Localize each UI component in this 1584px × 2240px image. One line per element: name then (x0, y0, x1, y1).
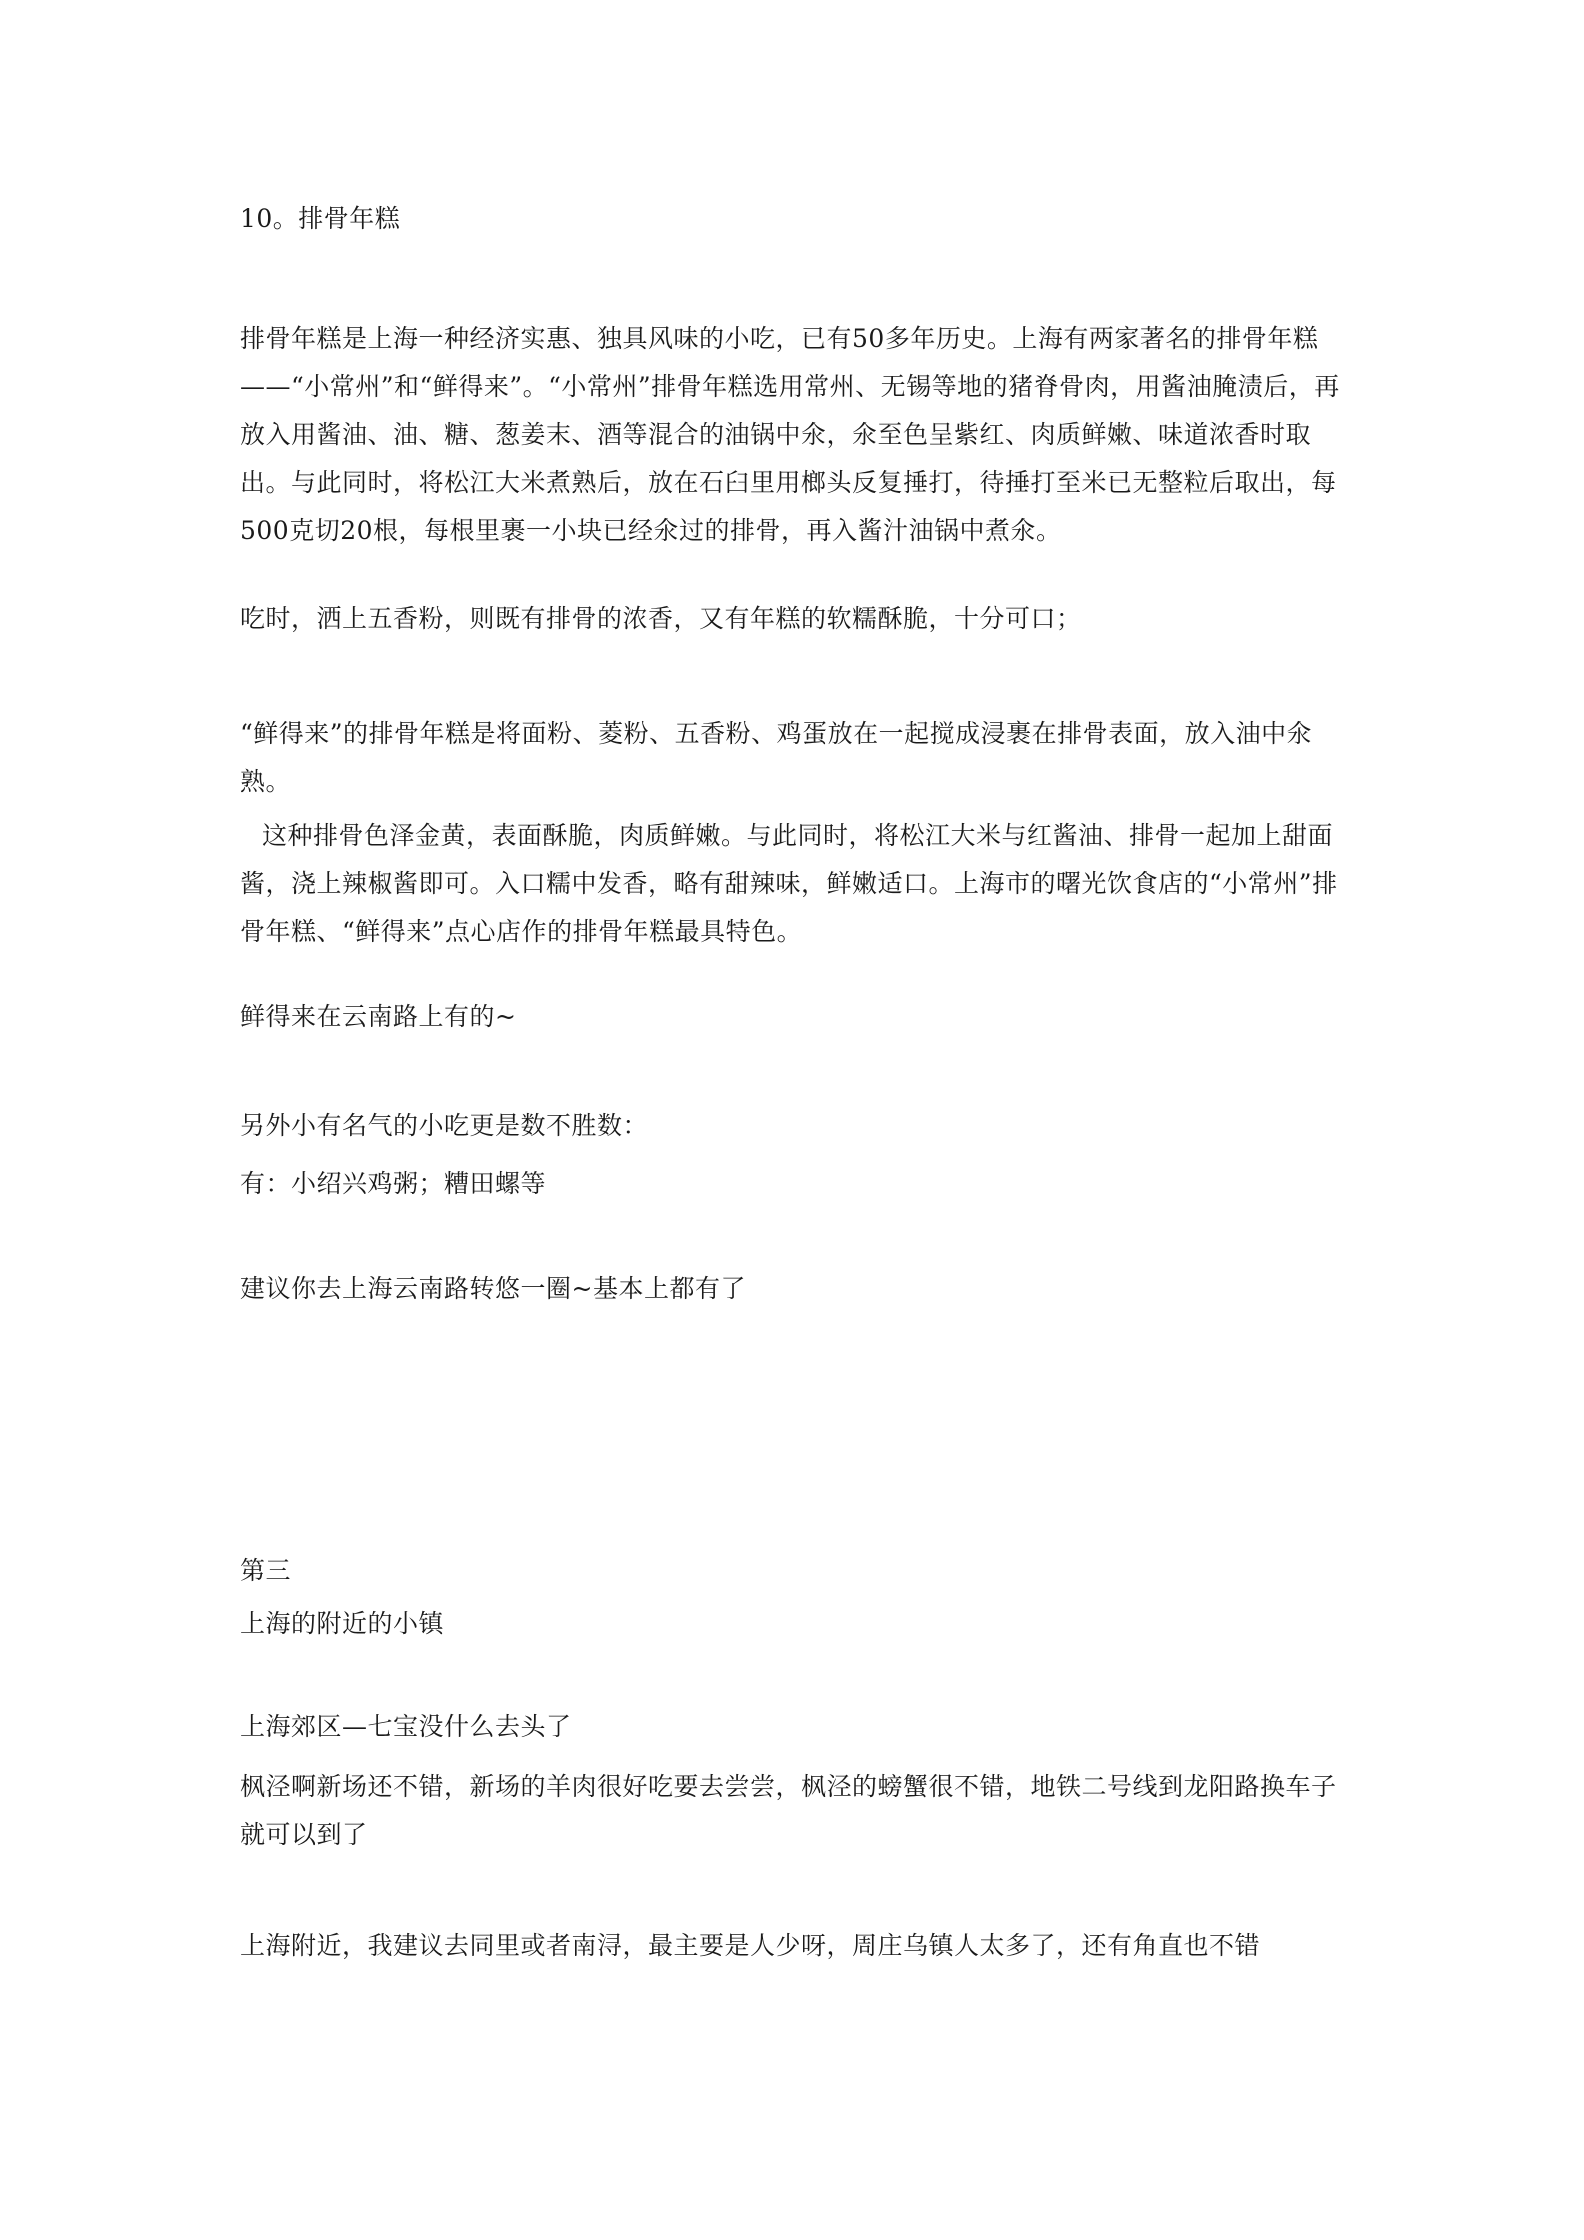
paragraph-yunnan-road: 鲜得来在云南路上有的~ (240, 1002, 517, 1031)
paragraph-fengjing: 枫泾啊新场还不错，新场的羊肉很好吃要去尝尝，枫泾的螃蟹很不错，地铁二号线到龙阳路换车子就可以到了 (240, 1772, 1337, 1849)
paragraph-intro: 排骨年糕是上海一种经济实惠、独具风味的小吃，已有50多年历史。上海有两家著名的排骨年糕——“小常州”和“鲜得来”。“小常州”排骨年糕选用常州、无锡等地的猪脊骨肉，用酱油腌渍后，再放入用酱油、油、糖、葱姜末、酒等混合的油锅中氽，氽至色呈紫红、肉质鲜嫩、味道浓香时取出。与此同时，将松江大米煮熟后，放在石臼里用榔头反复捶打，待捶打至米已无整粒后取出，每500克切20根，每根里裹一小块已经氽过的排骨，再入酱汁油锅中煮氽。 (240, 324, 1340, 545)
paragraph-suggestion: 建议你去上海云南路转悠一圈~基本上都有了 (240, 1274, 746, 1303)
paragraph-other-snacks: 另外小有名气的小吃更是数不胜数： (240, 1111, 649, 1140)
section-third: 第三 (240, 1556, 292, 1585)
paragraph-qibao: 上海郊区—七宝没什么去头了 (240, 1712, 572, 1741)
paragraph-snack-examples: 有：小绍兴鸡粥；糟田螺等 (240, 1169, 547, 1198)
paragraph-xiandelai: “鲜得来”的排骨年糕是将面粉、菱粉、五香粉、鸡蛋放在一起搅成浸裹在排骨表面，放入油中氽熟。 (240, 719, 1313, 796)
paragraph-description: 这种排骨色泽金黄，表面酥脆，肉质鲜嫩。与此同时，将松江大米与红酱油、排骨一起加上甜面酱，浇上辣椒酱即可。入口糯中发香，略有甜辣味，鲜嫩适口。上海市的曙光饮食店的“小常州”排骨年糕、“鲜得来”点心店作的排骨年糕最具特色。 (240, 821, 1338, 946)
paragraph-eating-tip: 吃时，洒上五香粉，则既有排骨的浓香，又有年糕的软糯酥脆，十分可口； (240, 604, 1082, 633)
section-heading: 10。排骨年糕 (240, 204, 401, 233)
paragraph-tongli: 上海附近，我建议去同里或者南浔，最主要是人少呀，周庄乌镇人太多了，还有角直也不错 (240, 1931, 1261, 1960)
section-towns-title: 上海的附近的小镇 (240, 1609, 445, 1638)
